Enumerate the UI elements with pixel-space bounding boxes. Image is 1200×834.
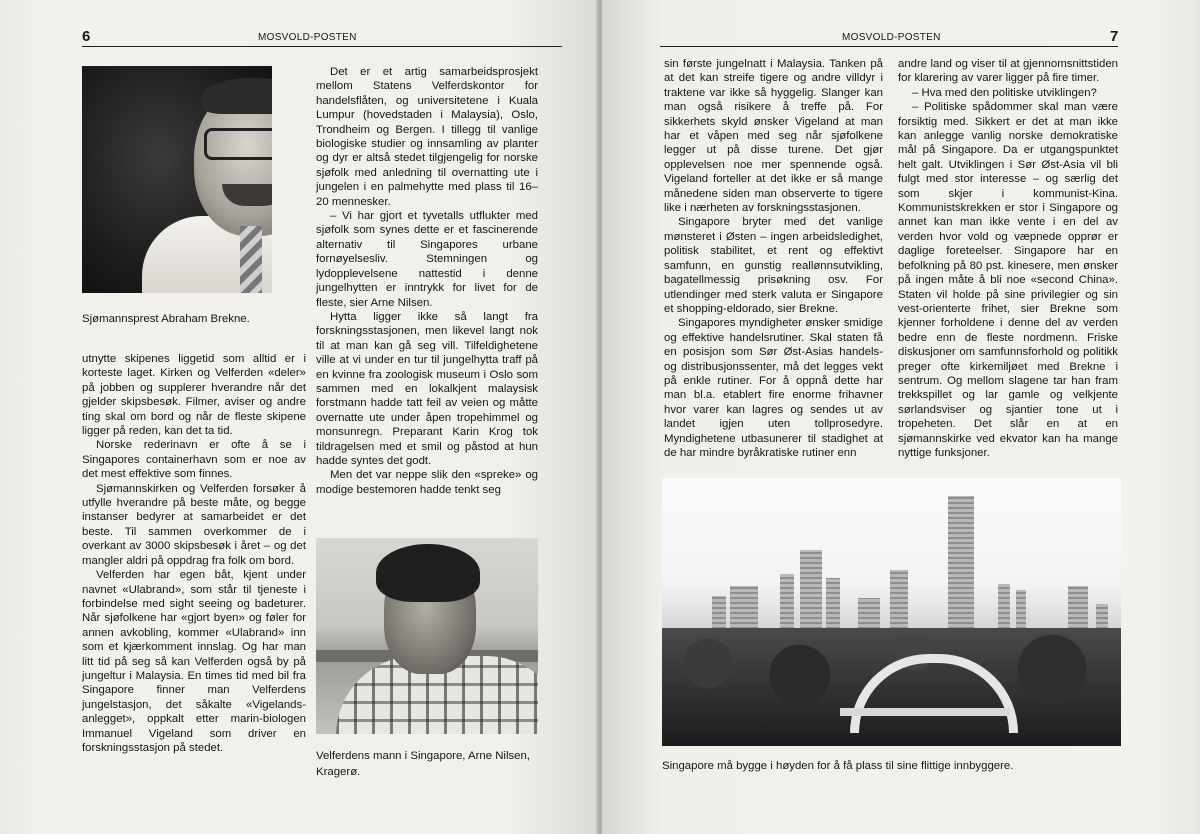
left-page [0,0,598,834]
running-head-right: MOSVOLD-POSTEN [842,32,941,43]
paragraph: Singapore bryter med det vanlige mønsteret i Østen – ingen arbeidsledighet, politisk stabilitet, et rent og effektivt samfunn, en gunstig reallønnsutvikling, bagatellmessig prisøkning osv. For utlendinger med sterk valuta er Singapore et shopping-eldorado, sier Brekne. [664,216,883,315]
right-page-column-1 [664,57,883,460]
paragraph: – Hva med den politiske utviklingen? [912,86,1097,99]
photo-abraham-brekne [82,66,272,293]
right-page [602,0,1200,834]
paragraph: Velferden har egen båt, kjent under navnet «Ulabrand», som står til tjeneste i forbindelse med sight seeing og badeturer. Når sjøfolkene har «gjort byen» og føler for annen avkobling, kommer «Ulabrand» inn som et kjærkomment innslag. Og har man litt tid på seg så kan Velferden også by på jungeltur i Malaysia. En times tid med bil fra Singapore finner man Velferdens jungelstasjon, det såkalte «Vigelands-anlegget», oppkalt etter marin-biologen Immanuel Vigeland som driver en forskningsstasjon på stedet. [82,569,306,754]
page-number-left: 6 [82,28,91,45]
paragraph: Det er et artig samarbeidsprosjekt mellom Statens Velferdskontor for handelsflåten, og universitetene i Kuala Lumpur (hovedstaden i Malaysia), Oslo, Trondheim og Bergen. I tillegg til vanlige biologiske studier og innsamling av planter og dyr er altså stedet tilgjengelig for norske sjøfolk med anledning til overnatting ute i jungelen i en palmehytte med plass til 16–20 mennesker. [316,66,538,208]
header-rule-left [82,46,562,47]
caption-photo-singapore: Singapore må bygge i høyden for å få plass til sine flittige innbyggere. [662,760,1014,772]
paragraph: Singapores myndigheter ønsker smidige og effektive handelsrutiner. Skal staten få en posisjon som Sør Øst-Asias handels- og distribusjonssenter, må det legges vekt på enkle rutiner. For å oppnå dette har man bl.a. etablert fire enorme frihavner hvor varer kan lagres og sendes ut av landet igjen uten tollprosedyre. Myndighetene utbasunerer til stadighet at de har mindre byråkratiske rutiner enn [664,317,883,459]
paragraph: Norske rederinavn er ofte å se i Singapores containerhavn som er noe av det mest effektive som finnes. [82,439,306,481]
caption-photo-brekne: Sjømannsprest Abraham Brekne. [82,313,250,325]
paragraph: – Vi har gjort et tyvetalls utflukter med sjøfolk som synes dette er et fascinerende alternativ til Singapores urbane fornøyelsesliv. Stemningen og lydopplevelsene nattestid i denne jungelhytten er inntrykk for livet for de fleste, sier Arne Nilsen. [316,210,538,309]
paragraph: Hytta ligger ikke så langt fra forskningsstasjonen, men likevel langt nok til at man kan gå seg vill. Tilfeldighetene ville at vi under en tur til jungelhytta traff på en kvinne fra zoologisk museum i Oslo som sammen med en lokalkjent malaysisk forstmann hadde tatt feil av veien og måtte overnatte ute under åpen tropehimmel og monsunregn. Preparant Karin Krog tok tildragelsen med et smil og påstod at hun hadde syntes det godt. [316,310,538,467]
running-head-left: MOSVOLD-POSTEN [258,32,357,43]
paragraph: sin første jungelnatt i Malaysia. Tanken på at det kan streife tigere og andre villdyr i traktene var ikke så hyggelig. Slanger kan man også risikere å treffe på. For sikkerhets skyld ønsker Vigeland at man har et våpen med seg når sjøfolkene legger ut på disse turene. Det gjør opplevelsen noe mer spennende også. Vigeland forteller at det ikke er så mange månedene siden man observerte to tigere like i nærheten av forskningsstasjonen. [664,58,883,215]
photo-singapore-skyline [662,478,1121,746]
left-page-column-2 [316,65,538,497]
photo-arne-nilsen [316,538,538,734]
left-page-column-1 [82,352,306,755]
paragraph: – Politiske spådommer skal man være forsiktig med. Sikkert er det at man ikke kan anlegge vanlig norske demokratiske mål på Singapore. Da er utgangspunktet helt galt. Utviklingen i Sør Øst-Asia vil bli fulgt med stor interesse – og særlig det som skjer i kommunist-Kina. Kommunistskrekken er stor i Singapore og annet kan man ikke vente i en del av verden hvor vold og væpnede opprør er daglige foreteelser. Singapore har en befolkning på 80 pst. kinesere, men ønsker på ingen måte å bli noe «second China». Staten vil holde på sine privilegier og sin vest-orienterte frihet, sier Brekne som kjenner forholdene i denne del av verden bedre enn de fleste nordmenn. Friske diskusjoner om samfunnsforhold og politikk preger ofte kirkemiljøet med Brekne i sentrum. Og mellom slagene tar han fram trekkspillet og lar gamle og velkjente sørlandsviser og sjantier tone ut i tropeheten. Det slår en at en sjømannskirke ved ekvator kan ha mange nyttige funksjoner. [898,101,1118,459]
paragraph: andre land og viser til at gjennomsnittstiden for klarering av varer ligger på fire timer. [898,58,1118,85]
caption-photo-nilsen: Velferdens mann i Singapore, Arne Nilsen, Kragerø. [316,750,531,778]
page-number-right: 7 [1110,28,1119,45]
paragraph: Sjømannskirken og Velferden forsøker å utfylle hverandre på beste måte, og begge instanser bedyrer at samarbeidet er det beste. Til sammen overkommer de i overkant av 3000 skipsbesøk i året – og det mangler aldri på oppdrag fra folk om bord. [82,482,306,567]
paragraph: Men det var neppe slik den «spreke» og modige bestemoren hadde tenkt seg [316,469,538,496]
header-rule-right [660,46,1118,47]
paragraph: utnytte skipenes liggetid som alltid er i korteste laget. Kirken og Velferden «deler» på jobben og supplerer hverandre når det gjelder skipsbesøk. Filmer, aviser og andre ting skal om bord og når de fleste skipene ligger på reden, kan det ta tid. [82,353,306,438]
right-page-column-2 [898,57,1118,460]
